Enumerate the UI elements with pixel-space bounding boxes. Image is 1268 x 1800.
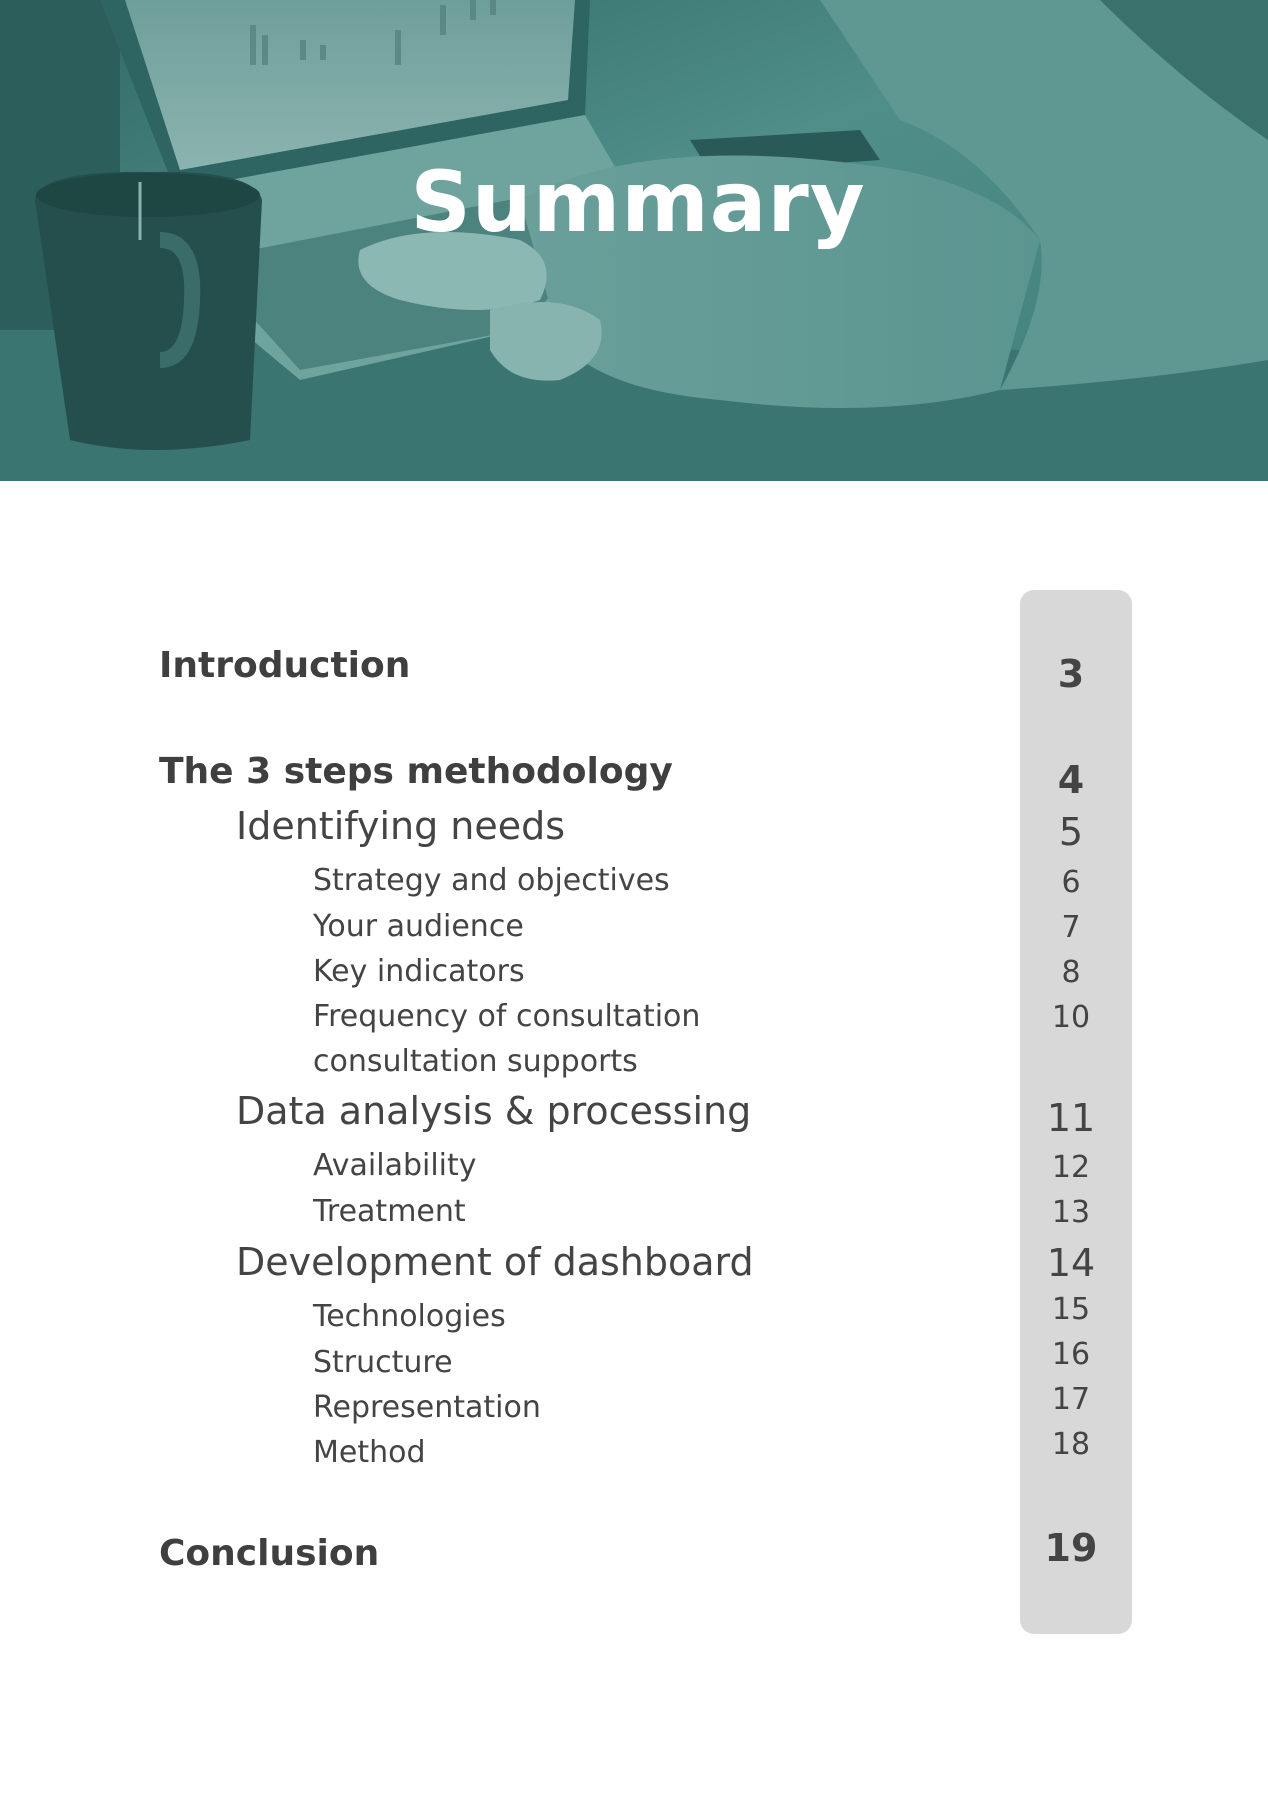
- toc-entry-introduction[interactable]: Introduction: [159, 645, 411, 686]
- toc-page-audience: 7: [1061, 910, 1081, 945]
- toc-entry-strategy[interactable]: Strategy and objectives: [313, 863, 670, 898]
- toc-entry-methodology[interactable]: The 3 steps methodology: [159, 751, 673, 792]
- toc-entry-availability[interactable]: Availability: [313, 1148, 477, 1183]
- toc-entry-representation[interactable]: Representation: [313, 1390, 541, 1425]
- toc-page-representation: 17: [1051, 1382, 1091, 1417]
- toc-page-methodology: 4: [1057, 758, 1085, 802]
- toc-entry-data-analysis[interactable]: Data analysis & processing: [236, 1089, 752, 1133]
- toc-page-availability: 12: [1051, 1150, 1091, 1185]
- toc-page-strategy: 6: [1061, 865, 1081, 900]
- toc-page-identifying-needs: 5: [1058, 810, 1084, 854]
- toc-entry-conclusion[interactable]: Conclusion: [159, 1533, 380, 1574]
- toc-entry-identifying-needs[interactable]: Identifying needs: [236, 804, 566, 848]
- toc-entry-frequency[interactable]: Frequency of consultation: [313, 999, 701, 1034]
- toc-entry-method[interactable]: Method: [313, 1435, 426, 1470]
- page-title: Summary: [410, 153, 866, 251]
- toc-page-method: 18: [1051, 1427, 1091, 1462]
- toc-page-introduction: 3: [1057, 652, 1085, 696]
- toc-page-development: 14: [1046, 1241, 1096, 1285]
- toc-page-treatment: 13: [1051, 1195, 1091, 1230]
- toc-page-frequency: 10: [1051, 1000, 1091, 1035]
- toc-page-data-analysis: 11: [1046, 1096, 1096, 1140]
- toc-entry-supports[interactable]: consultation supports: [313, 1044, 638, 1079]
- toc-entry-development[interactable]: Development of dashboard: [236, 1240, 754, 1284]
- toc-page-key-indicators: 8: [1061, 955, 1081, 990]
- toc-entry-structure[interactable]: Structure: [313, 1345, 453, 1380]
- toc-entry-treatment[interactable]: Treatment: [313, 1194, 466, 1229]
- toc-page-structure: 16: [1051, 1337, 1091, 1372]
- toc-page-technologies: 15: [1051, 1292, 1091, 1327]
- toc-entry-technologies[interactable]: Technologies: [313, 1299, 506, 1334]
- toc-entry-key-indicators[interactable]: Key indicators: [313, 954, 525, 989]
- toc-page-conclusion: 19: [1044, 1526, 1098, 1570]
- toc-entry-audience[interactable]: Your audience: [313, 909, 524, 944]
